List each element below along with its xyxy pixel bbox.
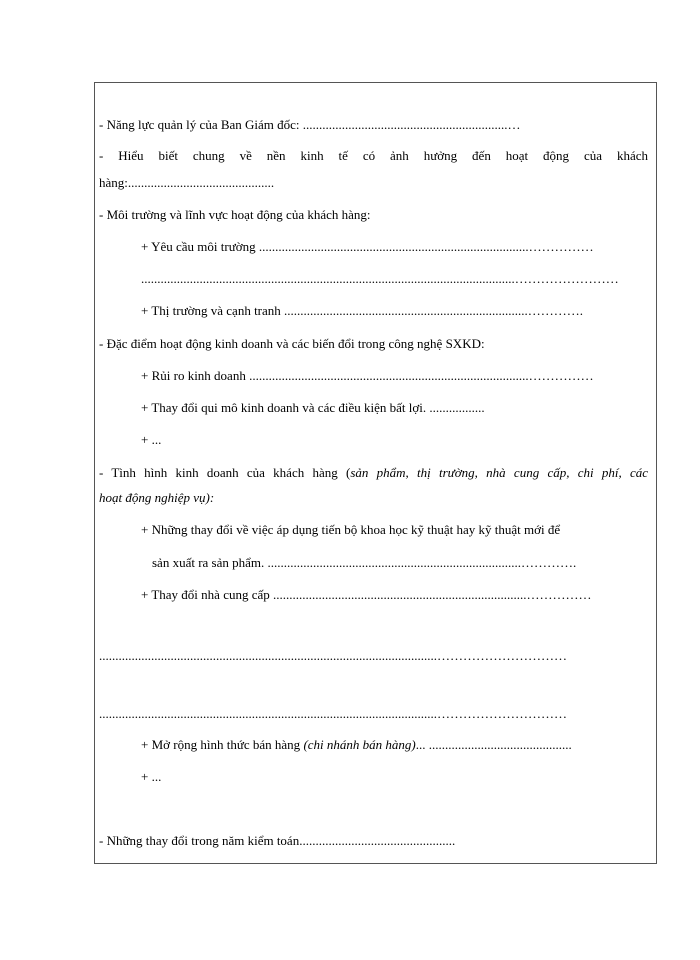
line-audit-year-changes: - Những thay đổi trong năm kiểm toán................................................ xyxy=(99,833,456,848)
line-business-characteristics-heading: - Đặc điểm hoạt động kinh doanh và các biến đổi trong công nghệ SXKD: xyxy=(99,336,485,351)
line-supplier-change: + Thay đổi nhà cung cấp ..............................................................................…………… xyxy=(141,587,592,602)
line-technology-changes-cont: sản xuất ra sản phẩm. ..............................................................................…………. xyxy=(152,555,577,570)
line-environment-requirements-cont: ...................................................................................................................…………………… xyxy=(141,271,619,286)
line-plus-ellipsis-1: + ... xyxy=(141,432,162,447)
line-technology-changes: + Những thay đổi về việc áp dụng tiến bộ khoa học kỹ thuật hay kỹ thuật mới để xyxy=(141,522,561,537)
line-business-risk: + Rủi ro kinh doanh ......................................................................................…………… xyxy=(141,368,594,383)
line-blank-dots-1: ........................................................................................................………………………… xyxy=(99,648,567,663)
line-sales-expansion-italic: (chi nhánh bán hàng) xyxy=(303,737,416,752)
line-environment-requirements: + Yêu cầu môi trường ...................................................................................…………… xyxy=(141,239,594,254)
line-business-situation-cont-italic: hoạt động nghiệp vụ): xyxy=(99,490,215,505)
line-business-situation-cont xyxy=(99,490,214,506)
line-blank-dots-2: ........................................................................................................………………………… xyxy=(99,706,567,721)
line-business-situation-lead: - Tình hình kinh doanh của khách hàng ( xyxy=(99,465,351,480)
line-scale-change: + Thay đổi qui mô kinh doanh và các điều kiện bất lợi. ................. xyxy=(141,400,485,415)
line-business-situation-italic: sản phẩm, thị trường, nhà cung cấp, chi phí, các xyxy=(350,465,648,480)
line-environment-heading: - Môi trường và lĩnh vực hoạt động của khách hàng: xyxy=(99,207,371,222)
line-sales-expansion-dots: ... ............................................ xyxy=(415,737,572,752)
line-management-capacity: - Năng lực quản lý của Ban Giám đốc: ...............................................................… xyxy=(99,117,521,132)
line-economy-knowledge-cont: hàng:............................................. xyxy=(99,175,275,190)
line-plus-ellipsis-2: + ... xyxy=(141,769,162,784)
line-sales-expansion-lead: + Mở rộng hình thức bán hàng xyxy=(141,737,304,752)
line-sales-expansion xyxy=(141,737,572,753)
line-business-situation xyxy=(99,465,648,481)
line-market-competition: + Thị trường và cạnh tranh ...........................................................................…………. xyxy=(141,303,584,318)
line-economy-knowledge: - Hiểu biết chung về nền kinh tế có ảnh hưởng đến hoạt động của khách xyxy=(99,148,648,163)
